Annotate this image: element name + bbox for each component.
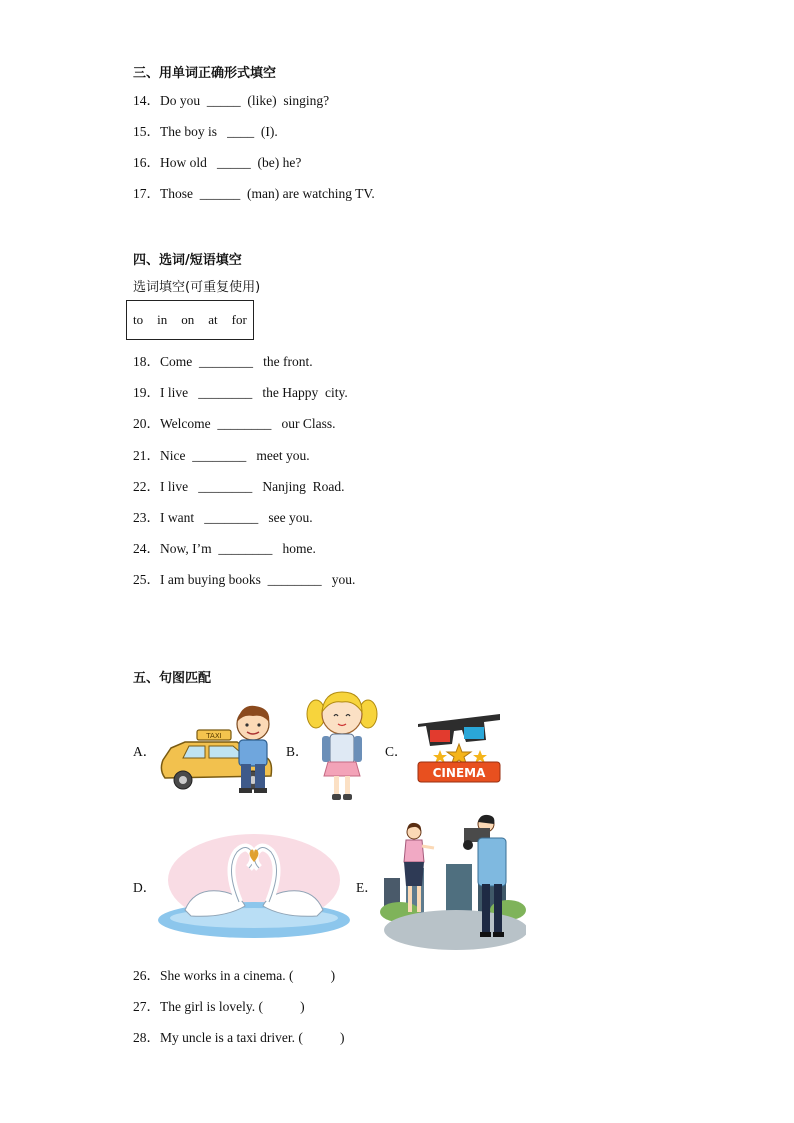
section-4-title: 四、选词/短语填空	[133, 253, 242, 268]
question-19: 19．I live ________ the Happy city.	[133, 385, 348, 400]
question-16: 16．How old _____ (be) he?	[133, 155, 302, 170]
option-b-label: B．	[286, 744, 309, 759]
word-bank-item: at	[208, 312, 218, 327]
question-28: 28．My uncle is a taxi driver. ( )	[133, 1030, 345, 1045]
question-22: 22．I live ________ Nanjing Road.	[133, 479, 345, 494]
cinema-picture	[414, 710, 504, 786]
question-21: 21．Nice ________ meet you.	[133, 448, 310, 463]
question-20: 20．Welcome ________ our Class.	[133, 416, 336, 431]
option-d-label: D．	[133, 880, 157, 895]
question-18: 18．Come ________ the front.	[133, 354, 313, 369]
cinema-sign-text: CINEMA	[432, 766, 486, 780]
word-bank-item: in	[157, 312, 168, 327]
option-c-label: C．	[385, 744, 408, 759]
question-27: 27．The girl is lovely. ( )	[133, 999, 305, 1014]
question-14: 14．Do you _____ (like) singing?	[133, 93, 330, 108]
option-e-label: E．	[356, 880, 378, 895]
question-25: 25．I am buying books ________ you.	[133, 572, 356, 587]
question-24: 24．Now, I’m ________ home.	[133, 541, 316, 556]
reporter-picture	[378, 812, 526, 952]
section-3-title: 三、用单词正确形式填空	[133, 66, 277, 81]
taxi-driver-picture	[157, 700, 279, 798]
section-5-title: 五、句图匹配	[133, 671, 212, 686]
word-bank-item: on	[181, 312, 195, 327]
taxi-sign-text: TAXI	[206, 732, 222, 740]
swans-picture	[155, 822, 353, 940]
word-bank-item: for	[231, 312, 247, 327]
question-17: 17．Those ______ (man) are watching TV.	[133, 186, 375, 201]
lovely-girl-picture	[306, 688, 378, 806]
option-a-label: A．	[133, 744, 157, 759]
question-15: 15．The boy is ____ (I).	[133, 124, 278, 139]
word-bank-box	[126, 300, 254, 340]
question-23: 23．I want ________ see you.	[133, 510, 313, 525]
section-4-subtitle: 选词填空(可重复使用)	[133, 280, 261, 295]
word-bank-item: to	[133, 312, 144, 327]
question-26: 26．She works in a cinema. ( )	[133, 968, 336, 983]
